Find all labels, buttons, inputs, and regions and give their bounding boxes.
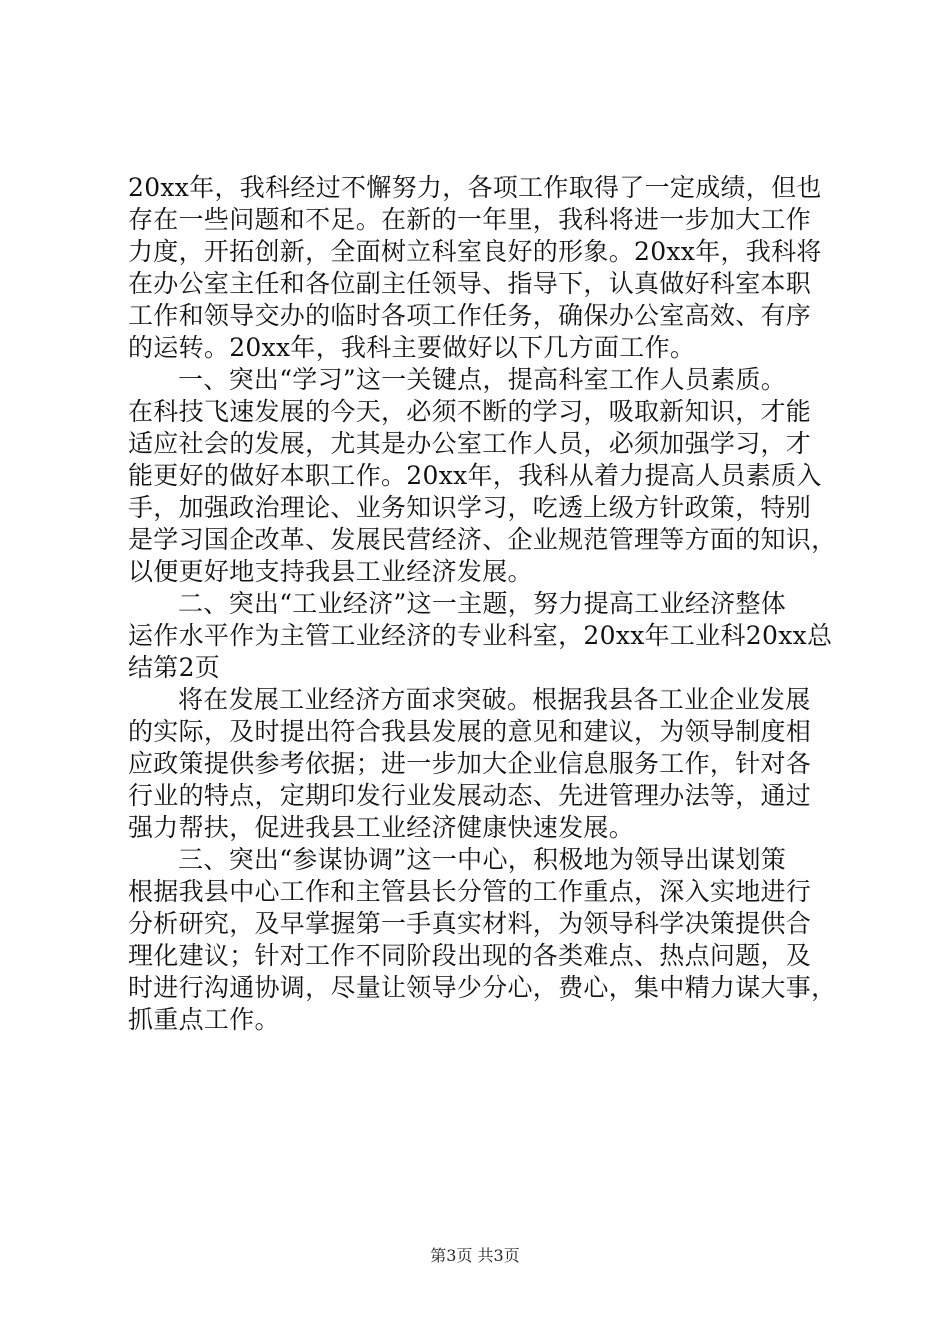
text-line: 分析研究，及早掌握第一手真实材料，为领导科学决策提供合 [128, 909, 812, 938]
text-line: 应政策提供参考依据；进一步加大企业信息服务工作，针对各 [128, 749, 812, 778]
text-line: 能更好的做好本职工作。20xx年，我科从着力提高人员素质入 [128, 461, 822, 490]
document-body [128, 172, 838, 1036]
text-line: 适应社会的发展，尤其是办公室工作人员，必须加强学习，才 [128, 429, 812, 458]
text-line: 手，加强政治理论、业务知识学习，吃透上级方针政策，特别 [128, 493, 812, 522]
text-line: 二、突出“工业经济”这一主题，努力提高工业经济整体 [178, 589, 787, 618]
text-line: 在办公室主任和各位副主任领导、指导下，认真做好科室本职 [128, 269, 812, 298]
page-footer: 第3页 共3页 [430, 1246, 520, 1265]
text-line: 以便更好地支持我县工业经济发展。 [128, 557, 533, 586]
text-line: 将在发展工业经济方面求突破。根据我县各工业企业发展 [178, 685, 811, 714]
text-line: 时进行沟通协调，尽量让领导少分心，费心，集中精力谋大事， [128, 973, 837, 1002]
text-line: 在科技飞速发展的今天，必须不断的学习，吸取新知识，才能 [128, 397, 812, 426]
text-line: 的运转。20xx年，我科主要做好以下几方面工作。 [128, 333, 696, 362]
text-line: 力度，开拓创新，全面树立科室良好的形象。20xx年，我科将 [128, 237, 822, 266]
text-line: 存在一些问题和不足。在新的一年里，我科将进一步加大工作 [128, 205, 812, 234]
text-line: 三、突出“参谋协调”这一中心，积极地为领导出谋划策 [178, 845, 787, 874]
text-line: 结第2页 [128, 653, 221, 682]
text-line: 工作和领导交办的临时各项工作任务，确保办公室高效、有序 [128, 301, 812, 330]
text-line: 行业的特点，定期印发行业发展动态、先进管理办法等，通过 [128, 781, 812, 810]
text-line: 抓重点工作。 [128, 1005, 280, 1034]
text-line: 强力帮扶，促进我县工业经济健康快速发展。 [128, 813, 635, 842]
text-line: 一、突出“学习”这一关键点，提高科室工作人员素质。 [178, 365, 787, 394]
text-line: 的实际，及时提出符合我县发展的意见和建议，为领导制度相 [128, 717, 812, 746]
text-line: 是学习国企改革、发展民营经济、企业规范管理等方面的知识， [128, 525, 837, 554]
text-line: 根据我县中心工作和主管县长分管的工作重点，深入实地进行 [128, 877, 812, 906]
text-line: 运作水平作为主管工业经济的专业科室，20xx年工业科20xx总 [128, 621, 833, 650]
text-line: 20xx年，我科经过不懈努力，各项工作取得了一定成绩，但也 [128, 173, 822, 202]
text-line: 理化建议；针对工作不同阶段出现的各类难点、热点问题，及 [128, 941, 812, 970]
